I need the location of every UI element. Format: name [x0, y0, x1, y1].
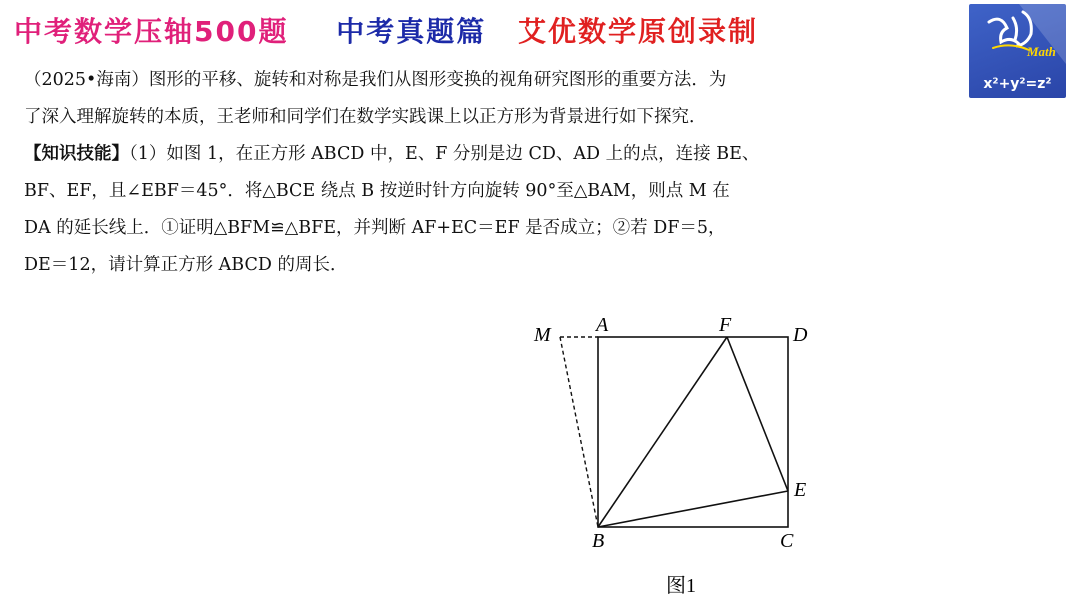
problem-line-3-text: （1）如图 1，在正方形 ABCD 中，E、F 分别是边 CD、AD 上的点，连接 BE、: [129, 144, 760, 164]
logo-math-text: Math: [1027, 44, 1056, 59]
problem-line-6: DE＝12，请计算正方形 ABCD 的周长．: [24, 255, 348, 275]
label-a: A: [596, 314, 609, 336]
segment-bf: [598, 337, 727, 527]
problem-line-3: [24, 136, 894, 173]
aiyou-logo-icon: [969, 4, 1066, 98]
title-brand: 艾优数学原创录制: [517, 15, 758, 48]
label-d: D: [793, 324, 808, 346]
problem-line-5: DA 的延长线上．①证明△BFM≌△BFE，并判断 AF+EC＝EF 是否成立；②若 DF＝5，: [24, 218, 726, 238]
title-category: 中考真题篇: [336, 15, 487, 48]
knowledge-skill-tag: 【知识技能】: [24, 144, 129, 164]
problem-statement: [24, 62, 894, 284]
geometry-figure: [520, 305, 840, 605]
label-b: B: [592, 530, 605, 552]
square-abcd: [598, 337, 788, 527]
label-m: M: [534, 324, 551, 346]
problem-line-2: 了深入理解旋转的本质，王老师和同学们在数学实践课上以正方形为背景进行如下探究．: [24, 107, 707, 127]
square-diagram: [520, 305, 840, 605]
problem-line-1: （2025•海南）图形的平移、旋转和对称是我们从图形变换的视角研究图形的重要方法．为: [24, 70, 727, 90]
video-title-banner: [14, 10, 758, 54]
segment-be: [598, 491, 788, 527]
segment-mb: [560, 337, 598, 527]
label-f: F: [719, 314, 732, 336]
label-e: E: [794, 479, 807, 501]
figure-caption: 图1: [666, 575, 696, 597]
title-series: 中考数学压轴500题: [14, 15, 289, 48]
logo-formula: x²+y²=z²: [983, 76, 1052, 92]
problem-line-4: BF、EF，且∠EBF＝45°．将△BCE 绕点 B 按逆时针方向旋转 90°至△BAM，则点 M 在: [24, 181, 730, 201]
label-c: C: [780, 530, 794, 552]
segment-ef: [727, 337, 788, 491]
